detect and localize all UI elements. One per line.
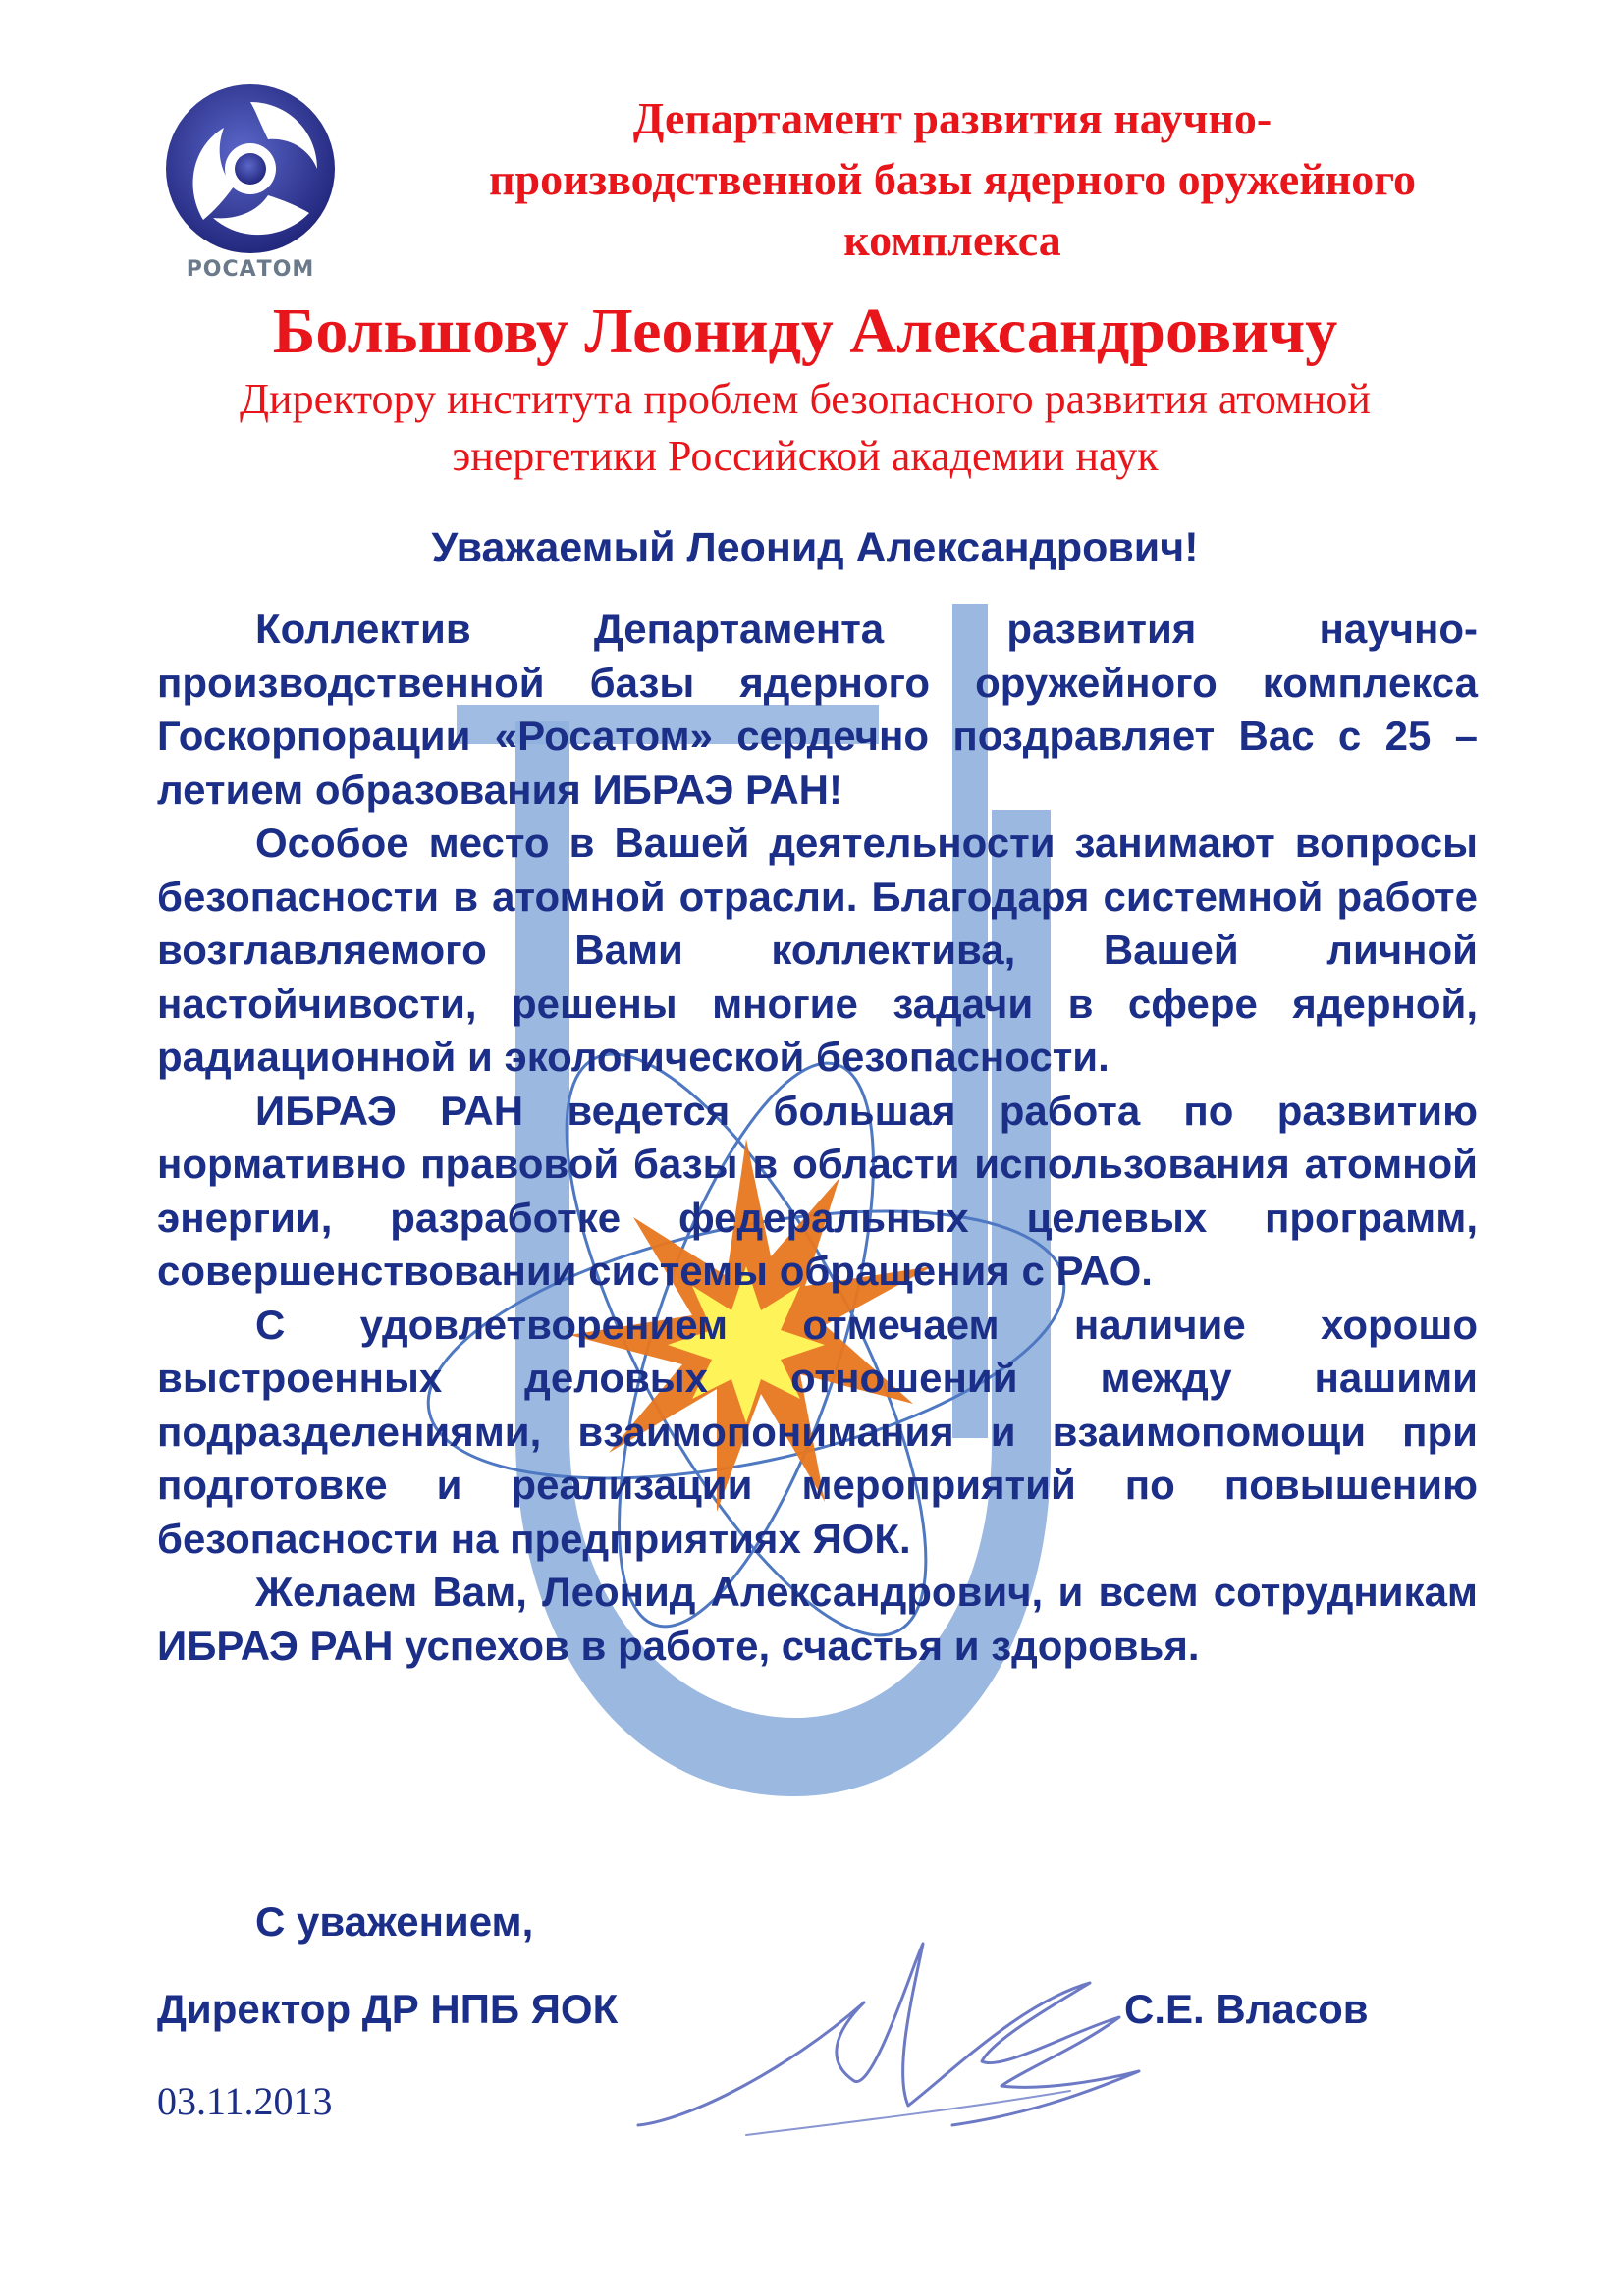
letter-body [157,603,1478,1673]
body-paragraph: Коллектив Департамента развития научно-производственной базы ядерного оружейного комплекса Госкорпорации «Росатом» сердечно поздравляет Вас с 25 – летием образования ИБРАЭ РАН! [157,606,1478,813]
body-paragraph: С удовлетворением отмечаем наличие хорошо выстроенных деловых отношений между нашими подразделениями, взаимопонимания и взаимопомощи при подготовке и реализации мероприятий по повышению безопасности на предприятиях ЯОК. [157,1301,1478,1562]
department-header: Департамент развития научно-производственной базы ядерного оружейного комплекса [489,93,1416,265]
rosatom-logo-icon [162,80,339,257]
signer-position: Директор ДР НПБ ЯОК [157,1986,619,2032]
body-paragraph: Желаем Вам, Леонид Александрович, и всем сотрудникам ИБРАЭ РАН успехов в работе, счастья и здоровья. [157,1569,1478,1669]
letter-date: 03.11.2013 [157,2079,333,2123]
rosatom-logo [162,80,339,292]
body-paragraph: Особое место в Вашей деятельности занимают вопросы безопасности в атомной отрасли. Благодаря системной работе возглавляемого Вами коллектива, Вашей личной настойчивости, решены многие задачи в сфере ядерной, радиационной и экологической безопасности. [157,820,1478,1080]
handwritten-signature [628,1924,1178,2150]
letter-closing: С уважением, [255,1898,534,1945]
recipient-title: Директору института проблем безопасного развития атомной энергетики Российской академии наук [240,375,1371,480]
letter-greeting: Уважаемый Леонид Александрович! [431,524,1199,571]
logo-caption: РОСАТОМ [186,257,315,282]
signer-name: С.Е. Власов [1124,1986,1369,2032]
recipient-name: Большову Леониду Александровичу [272,295,1338,367]
body-paragraph: ИБРАЭ РАН ведется большая работа по развитию нормативно правовой базы в области использования атомной энергии, разработке федеральных целевых программ, совершенствовании системы обращения с РАО. [157,1087,1478,1294]
